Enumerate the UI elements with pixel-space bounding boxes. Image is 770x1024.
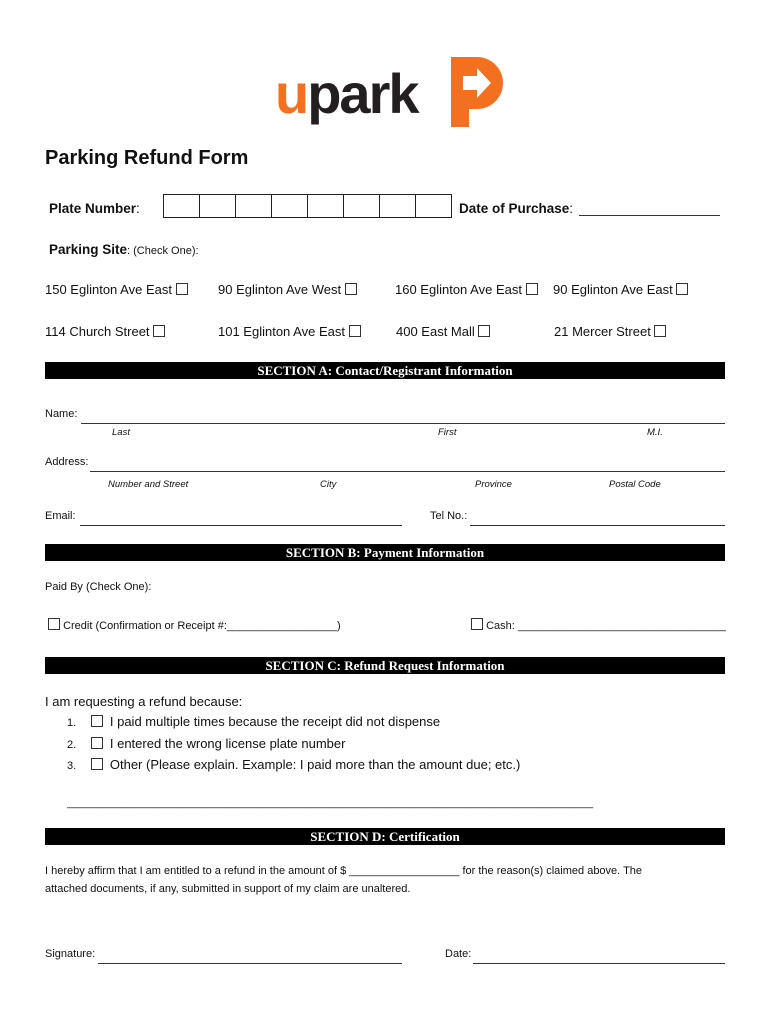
svg-text:upark: upark [275,62,418,125]
checkbox-icon[interactable] [91,737,103,749]
checkbox-icon[interactable] [676,283,688,295]
cash-option[interactable]: Cash: __________________________________ [471,618,726,632]
email-label: Email: [45,510,76,522]
checkbox-icon[interactable] [526,283,538,295]
reason-item[interactable]: 1. I paid multiple times because the receipt did not dispense [67,714,441,729]
checkbox-icon[interactable] [654,325,666,337]
checkbox-icon[interactable] [91,758,103,770]
parking-site-label: Parking Site: (Check One): [49,242,199,257]
caption-street: Number and Street [108,479,189,490]
site-option[interactable]: 90 Eglinton Ave West [218,282,357,297]
reason-item[interactable]: 2. I entered the wrong license plate number [67,736,346,751]
checkbox-icon[interactable] [345,283,357,295]
checkbox-icon[interactable] [349,325,361,337]
plate-char-box[interactable] [308,195,344,217]
caption-last: Last [112,427,130,438]
section-d-header: SECTION D: Certification [45,828,725,845]
plate-number-label: Plate Number: [49,201,140,216]
site-option[interactable]: 101 Eglinton Ave East [218,324,361,339]
site-option[interactable]: 90 Eglinton Ave East [553,282,688,297]
checkbox-icon[interactable] [176,283,188,295]
plate-char-box[interactable] [164,195,200,217]
address-label: Address: [45,456,89,468]
caption-postal-code: Postal Code [609,479,661,490]
plate-char-box[interactable] [200,195,236,217]
signature-label: Signature: [45,948,96,960]
signature-field[interactable] [98,963,402,964]
caption-city: City [320,479,337,490]
checkbox-icon[interactable] [471,618,483,630]
checkbox-icon[interactable] [153,325,165,337]
plate-char-box[interactable] [272,195,308,217]
credit-option[interactable]: Credit (Confirmation or Receipt #:__________________) [48,618,341,632]
site-option[interactable]: 150 Eglinton Ave East [45,282,188,297]
date-field[interactable] [473,963,725,964]
checkbox-icon[interactable] [48,618,60,630]
plate-char-box[interactable] [380,195,416,217]
certification-line-2: attached documents, if any, submitted in support of my claim are unaltered. [45,883,411,895]
address-field[interactable] [90,471,725,472]
site-option[interactable]: 400 East Mall [396,324,490,339]
caption-first: First [438,427,457,438]
site-option[interactable]: 160 Eglinton Ave East [395,282,538,297]
form-title: Parking Refund Form [45,147,249,169]
date-label: Date: [445,948,472,960]
site-option[interactable]: 114 Church Street [45,324,165,339]
refund-intro: I am requesting a refund because: [45,694,243,709]
tel-field[interactable] [470,525,725,526]
upark-logo [255,45,517,135]
plate-char-box[interactable] [236,195,272,217]
plate-number-boxes[interactable] [163,194,452,218]
paid-by-label: Paid By (Check One): [45,581,152,593]
section-a-header: SECTION A: Contact/Registrant Information [45,362,725,379]
site-option[interactable]: 21 Mercer Street [554,324,666,339]
certification-line-1: I hereby affirm that I am entitled to a refund in the amount of $ __________________ for the reason(s) claimed above. The [45,865,643,877]
date-of-purchase-field[interactable] [579,215,720,216]
name-label: Name: [45,408,78,420]
section-b-header: SECTION B: Payment Information [45,544,725,561]
section-c-header: SECTION C: Refund Request Information [45,657,725,674]
explain-line[interactable]: ______________________________________________________________________________________ [67,797,594,809]
tel-label: Tel No.: [430,510,468,522]
name-field[interactable] [81,423,725,424]
plate-char-box[interactable] [344,195,380,217]
checkbox-icon[interactable] [91,715,103,727]
checkbox-icon[interactable] [478,325,490,337]
date-of-purchase-label: Date of Purchase: [459,201,574,216]
caption-mi: M.I. [647,427,663,438]
caption-province: Province [475,479,512,490]
reason-item[interactable]: 3. Other (Please explain. Example: I paid more than the amount due; etc.) [67,757,521,772]
plate-char-box[interactable] [416,195,451,217]
email-field[interactable] [80,525,402,526]
